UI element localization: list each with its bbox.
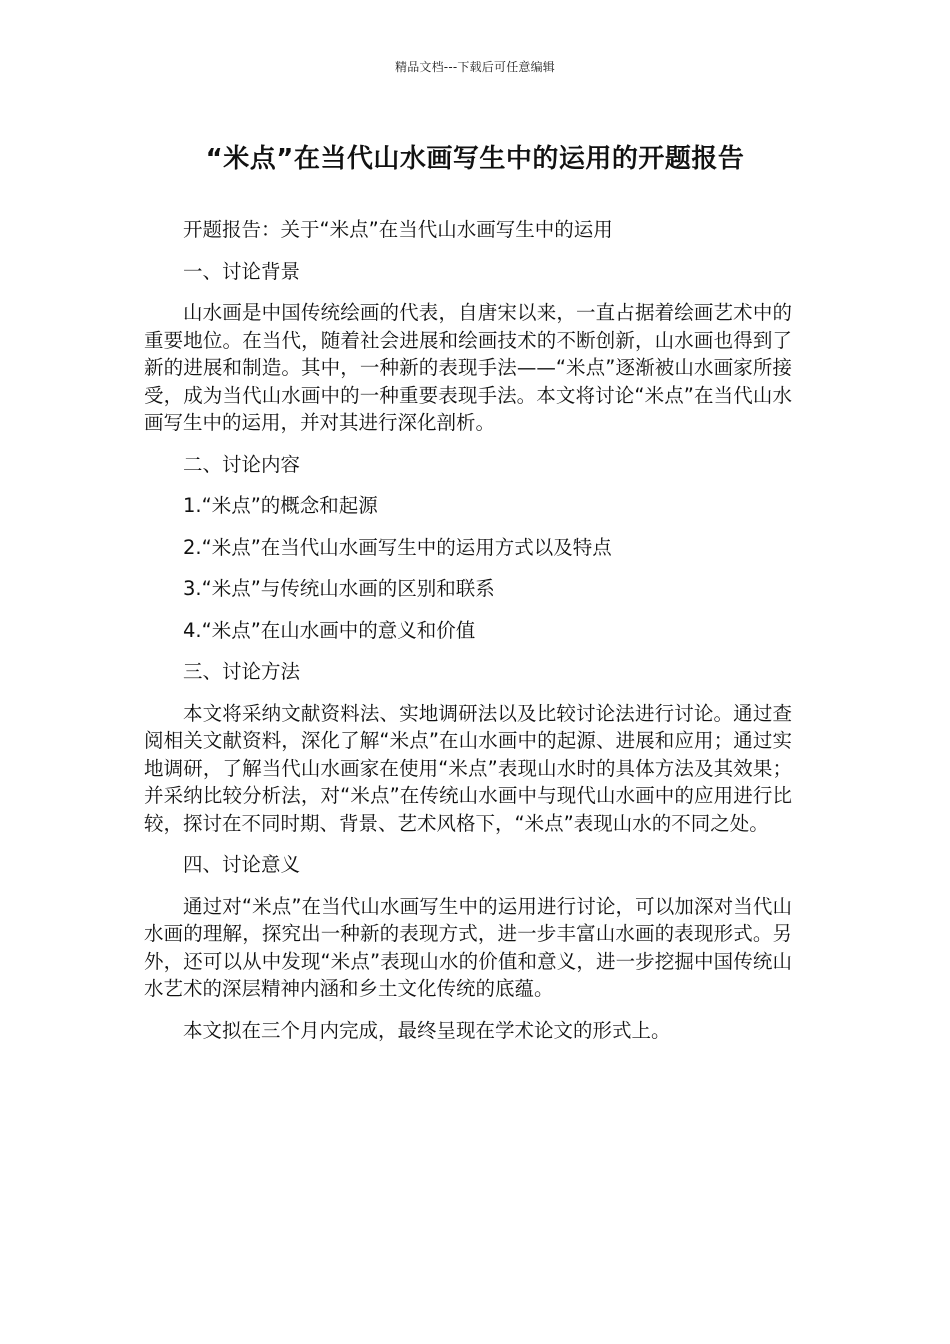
closing-paragraph: 本文拟在三个月内完成，最终呈现在学术论文的形式上。 [183,1018,671,1042]
section-heading-content: 二、讨论内容 [183,452,301,476]
significance-paragraph: 通过对“米点”在当代山水画写生中的运用进行讨论，可以加深对当代山水画的理解，探究出一种新的表现方式，进一步丰富山水画的表现形式。另外，还可以从中发现“米点”表现山水的价值和意义，进一步挖掘中国传统山水艺术的深层精神内涵和乡土文化传统的底蕴。 [144,894,792,1000]
content-item-2: 2.“米点”在当代山水画写生中的运用方式以及特点 [183,535,612,559]
page-header: 精品文档---下载后可任意编辑 [395,60,555,74]
section-heading-significance: 四、讨论意义 [183,853,301,876]
section-heading-method: 三、讨论方法 [183,660,301,683]
section-heading-background: 一、讨论背景 [183,259,301,283]
intro-line: 开题报告：关于“米点”在当代山水画写生中的运用 [183,218,613,241]
method-paragraph: 本文将采纳文献资料法、实地调研法以及比较讨论法进行讨论。通过查阅相关文献资料，深化了解“米点”在山水画中的起源、进展和应用；通过实地调研，了解当代山水画家在使用“米点”表现山水时的具体方法及其效果；并采纳比较分析法，对“米点”在传统山水画中与现代山水画中的应用进行比较，探讨在不同时期、背景、艺术风格下，“米点”表现山水的不同之处。 [144,701,792,835]
content-item-1: 1.“米点”的概念和起源 [183,494,378,517]
content-item-4: 4.“米点”在山水画中的意义和价值 [183,618,476,642]
document-title: “米点”在当代山水画写生中的运用的开题报告 [205,144,745,174]
background-paragraph: 山水画是中国传统绘画的代表，自唐宋以来，一直占据着绘画艺术中的重要地位。在当代，随着社会进展和绘画技术的不断创新，山水画也得到了新的进展和制造。其中，一种新的表现手法——“米点”逐渐被山水画家所接受，成为当代山水画中的一种重要表现手法。本文将讨论“米点”在当代山水画写生中的运用，并对其进行深化剖析。 [144,301,792,434]
content-item-3: 3.“米点”与传统山水画的区别和联系 [183,577,495,600]
document-body [144,216,792,1058]
